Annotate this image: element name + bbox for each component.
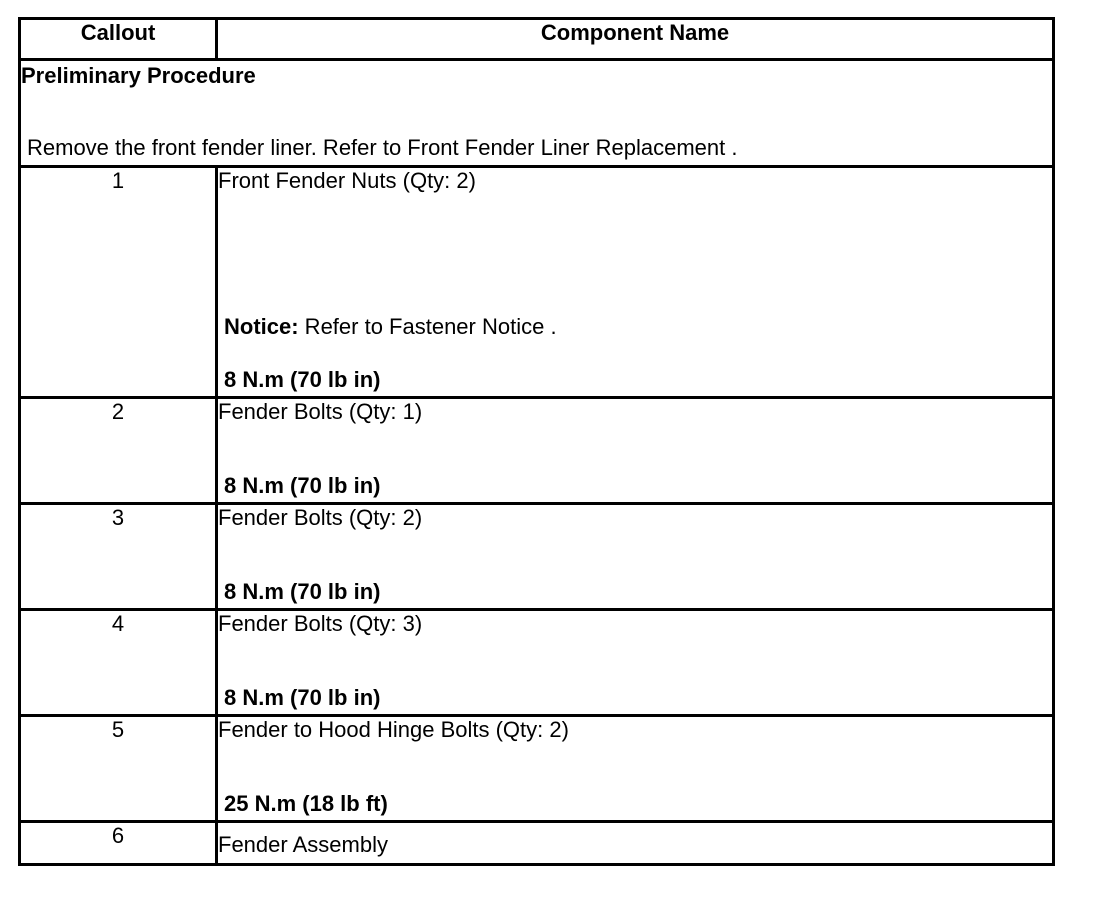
component-cell xyxy=(217,167,1054,398)
component-name: Fender Bolts (Qty: 2) xyxy=(218,505,423,530)
table-row xyxy=(20,504,1054,610)
component-cell xyxy=(217,398,1054,504)
table-row xyxy=(20,716,1054,822)
component-cell xyxy=(217,716,1054,822)
torque-spec: 8 N.m (70 lb in) xyxy=(224,367,381,392)
column-header-component-name: Component Name xyxy=(217,19,1054,60)
callout-cell: 6 xyxy=(20,822,217,865)
preliminary-text: Remove the front fender liner. Refer to Front Fender Liner Replacement . xyxy=(27,135,738,160)
table-row xyxy=(20,610,1054,716)
table-row xyxy=(20,822,1054,865)
torque-spec: 8 N.m (70 lb in) xyxy=(224,685,381,710)
component-name: Fender Bolts (Qty: 1) xyxy=(218,399,423,424)
preliminary-title: Preliminary Procedure xyxy=(21,63,256,88)
procedure-table xyxy=(18,17,1055,866)
callout-cell: 1 xyxy=(20,167,217,398)
component-cell xyxy=(217,610,1054,716)
preliminary-row xyxy=(20,60,1054,167)
callout-cell: 2 xyxy=(20,398,217,504)
component-name: Fender Bolts (Qty: 3) xyxy=(218,611,423,636)
component-cell xyxy=(217,504,1054,610)
callout-cell: 3 xyxy=(20,504,217,610)
torque-spec: 25 N.m (18 lb ft) xyxy=(224,791,388,816)
notice-line xyxy=(224,314,557,340)
component-name: Fender to Hood Hinge Bolts (Qty: 2) xyxy=(218,717,569,742)
table-header-row xyxy=(20,19,1054,60)
notice-text: Refer to Fastener Notice . xyxy=(298,314,557,339)
notice-label: Notice: xyxy=(224,314,299,339)
column-header-callout: Callout xyxy=(20,19,217,60)
component-name: Fender Assembly xyxy=(218,832,388,857)
preliminary-cell xyxy=(20,60,1054,167)
table-row xyxy=(20,398,1054,504)
callout-cell: 4 xyxy=(20,610,217,716)
table-row xyxy=(20,167,1054,398)
component-name: Front Fender Nuts (Qty: 2) xyxy=(218,168,476,193)
component-cell xyxy=(217,822,1054,865)
torque-spec: 8 N.m (70 lb in) xyxy=(224,579,381,604)
torque-spec: 8 N.m (70 lb in) xyxy=(224,473,381,498)
callout-cell: 5 xyxy=(20,716,217,822)
